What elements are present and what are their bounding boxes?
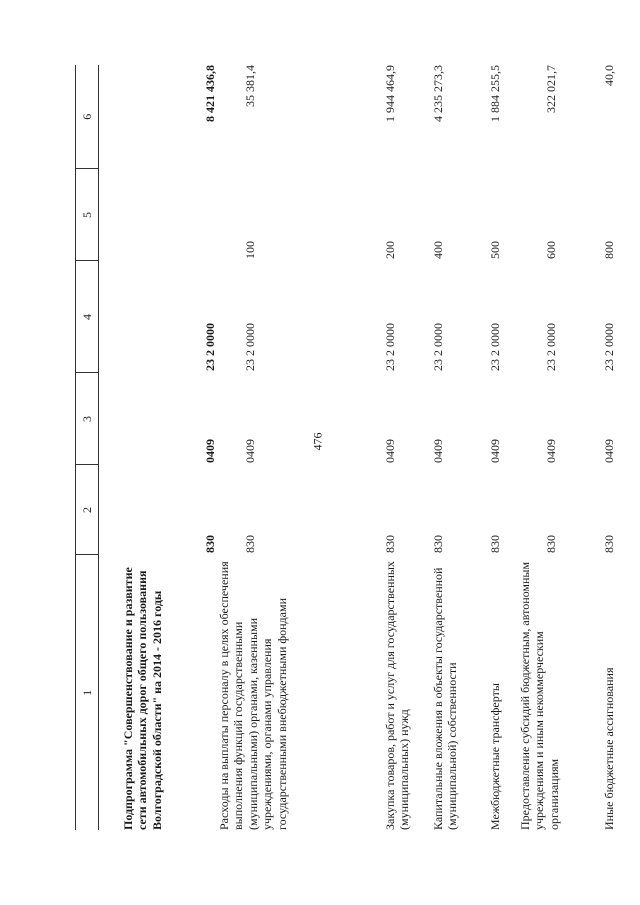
table-row bbox=[602, 65, 628, 830]
row-name: Иные бюджетные ассигнования bbox=[602, 667, 616, 830]
table-row bbox=[518, 65, 602, 830]
row-target-article: 23 2 0000 bbox=[544, 323, 558, 371]
row-ministry-code: 830 bbox=[431, 535, 445, 553]
column-header-4: 4 bbox=[76, 261, 99, 373]
row-ministry-code: 830 bbox=[544, 535, 558, 553]
row-target-article: 23 2 0000 bbox=[602, 323, 616, 371]
column-header-1: 1 bbox=[76, 555, 99, 830]
row-name: Закупка товаров, работ и услуг для государственных (муниципальных) нужд bbox=[383, 561, 412, 830]
table-row bbox=[383, 65, 431, 830]
row-expense-type: 800 bbox=[602, 241, 616, 259]
row-ministry-code: 830 bbox=[202, 535, 217, 553]
row-expense-type: 400 bbox=[431, 241, 445, 259]
row-amount: 40,0 bbox=[602, 65, 616, 86]
row-amount: 4 235 273,3 bbox=[431, 65, 445, 122]
row-amount: 1 944 464,9 bbox=[383, 65, 397, 122]
row-amount: 322 021,7 bbox=[544, 65, 558, 113]
row-target-article: 23 2 0000 bbox=[431, 323, 445, 371]
row-target-article: 23 2 0000 bbox=[488, 323, 502, 371]
row-section-code: 0409 bbox=[243, 439, 257, 463]
row-section-code: 0409 bbox=[488, 439, 502, 463]
row-section-code: 0409 bbox=[202, 439, 217, 463]
row-amount: 35 381,4 bbox=[243, 65, 257, 107]
column-header-2: 2 bbox=[76, 465, 99, 555]
row-target-article: 23 2 0000 bbox=[243, 323, 257, 371]
row-name: Капитальные вложения в объекты государственной (муниципальной) собственности bbox=[431, 567, 460, 830]
row-amount: 1 884 255,5 bbox=[488, 65, 502, 122]
row-section-code: 0409 bbox=[544, 439, 558, 463]
table-row bbox=[217, 65, 383, 830]
row-ministry-code: 830 bbox=[383, 535, 397, 553]
row-section-code: 0409 bbox=[383, 439, 397, 463]
row-amount: 8 421 436,8 bbox=[202, 65, 217, 122]
page-number: 476 bbox=[310, 432, 325, 451]
column-header-5: 5 bbox=[76, 169, 99, 261]
row-expense-type: 100 bbox=[243, 241, 257, 259]
row-expense-type: 200 bbox=[383, 241, 397, 259]
row-expense-type: 500 bbox=[488, 241, 502, 259]
row-expense-type bbox=[99, 169, 218, 261]
row-section-code: 0409 bbox=[431, 439, 445, 463]
column-header-6: 6 bbox=[76, 65, 99, 169]
budget-table bbox=[75, 65, 628, 830]
row-target-article: 23 2 0000 bbox=[202, 323, 217, 371]
row-name: Расходы на выплаты персоналу в целях обеспечения выполнения функций государственными (муниципальными) органами, казенными учреждениями, органами управления государственными внебюджетными фондами bbox=[217, 561, 289, 830]
table-row bbox=[488, 65, 518, 830]
row-name: Межбюджетные трансферты bbox=[488, 683, 502, 830]
row-target-article: 23 2 0000 bbox=[383, 323, 397, 371]
column-header-3: 3 bbox=[76, 373, 99, 465]
row-section-code: 0409 bbox=[602, 439, 616, 463]
row-expense-type: 600 bbox=[544, 241, 558, 259]
table-row-subprogram bbox=[99, 65, 218, 830]
budget-table-container bbox=[75, 65, 625, 830]
row-ministry-code: 830 bbox=[602, 535, 616, 553]
row-ministry-code: 830 bbox=[488, 535, 502, 553]
row-ministry-code: 830 bbox=[243, 535, 257, 553]
table-row bbox=[431, 65, 488, 830]
table-header-row bbox=[76, 65, 99, 830]
row-name: Предоставление субсидий бюджетным, автономным учреждениям и иным некоммерческим организациям bbox=[518, 561, 561, 830]
row-name: Подпрограмма "Совершенствование и развитие сети автомобильных дорог общего пользования Волгоградской области" на 2014 - 2016 годы bbox=[121, 567, 164, 830]
